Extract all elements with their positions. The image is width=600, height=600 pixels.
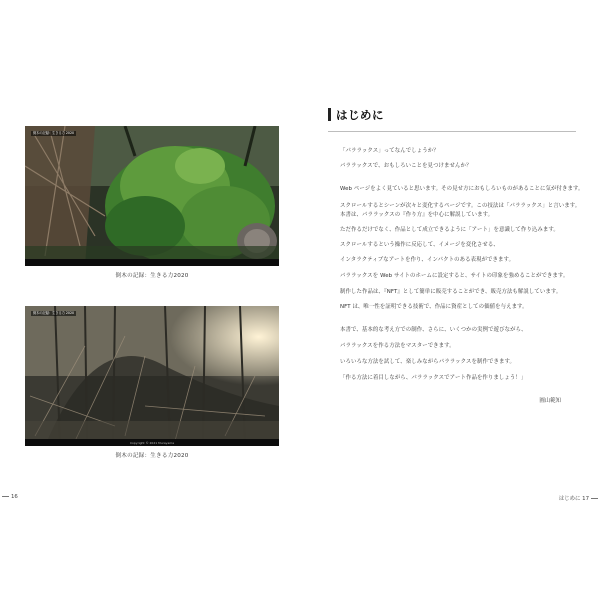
photo-2-footer-text: Copyright © 2021 Murayama [129, 441, 175, 445]
heading-accent-bar [328, 108, 331, 121]
left-page-number: 16 [11, 494, 18, 500]
right-page-number: 17 [582, 496, 589, 502]
right-running-head: はじめに [558, 496, 581, 502]
paragraph: 「パララックス」ってなんでしょうか？ [340, 148, 439, 154]
photo-1-tag: 倒木の記録：生きる力 2020 [33, 131, 74, 135]
right-folio [559, 494, 600, 502]
paragraph: 本書で、基本的な考え方での制作、さらに、いくつかの実例で遊びながら、 [340, 327, 527, 333]
paragraph: NFT は、唯一性を証明できる技術で、作品に資産としての価値を与えます。 [340, 304, 528, 310]
paragraph: 制作した作品は、『NFT』として簡単に販売することができ、販売方法も解説しています。 [340, 289, 562, 295]
paragraph: スクロールするとシーンが次々と変化するページです。この技法は「パララックス」と言います。 [340, 203, 581, 209]
paragraph: 「作る方法に着目しながら、パララックスでアート作品を作りましょう！」 [340, 375, 527, 381]
paragraph: いろいろな方法を試して、楽しみながらパララックスを制作できます。 [340, 359, 515, 365]
paragraph: Web ページをよく見ていると思います。その見せ方におもしろいものがあることに気が付きます。 [340, 186, 584, 192]
author-signature: 圓山範知 [539, 398, 561, 404]
folio-dash [591, 498, 598, 499]
photo-1-footer-bar [25, 259, 279, 266]
fallen-tree-photo-1-image [25, 126, 279, 266]
paragraph: パララックスを作る方法をマスターできます。 [340, 343, 455, 349]
paragraph: 本書は、パララックスの『作り方』を中心に解説しています。 [340, 212, 494, 218]
paragraph: インタラクティブなアートを作り、インパクトのある表現ができます。 [340, 257, 515, 263]
fallen-tree-photo-2 [25, 306, 279, 446]
paragraph: パララックスで、おもしろいことを見つけませんか？ [340, 163, 472, 169]
folio-dash [2, 496, 9, 497]
fallen-tree-photo-1 [25, 126, 279, 266]
paragraph: パララックスを Web サイトのホームに設定すると、サイトの印象を強めることができます。 [340, 273, 569, 279]
left-folio [0, 494, 18, 500]
fallen-tree-photo-2-image [25, 306, 279, 446]
photo-2-tag: 倒木の記録：生きる力 2020 [33, 311, 74, 315]
page-title: はじめに [336, 108, 384, 122]
paragraph: スクロールするという操作に反応して、イメージを変化させる、 [340, 242, 499, 248]
paragraph: ただ作るだけでなく、作品として成立できるように「アート」を意識して作り込みます。 [340, 227, 559, 233]
photo-2-caption: 倒木の記録：生きる力2020 [115, 453, 189, 459]
heading-divider [328, 131, 576, 132]
photo-1-caption: 倒木の記録：生きる力2020 [115, 273, 189, 279]
